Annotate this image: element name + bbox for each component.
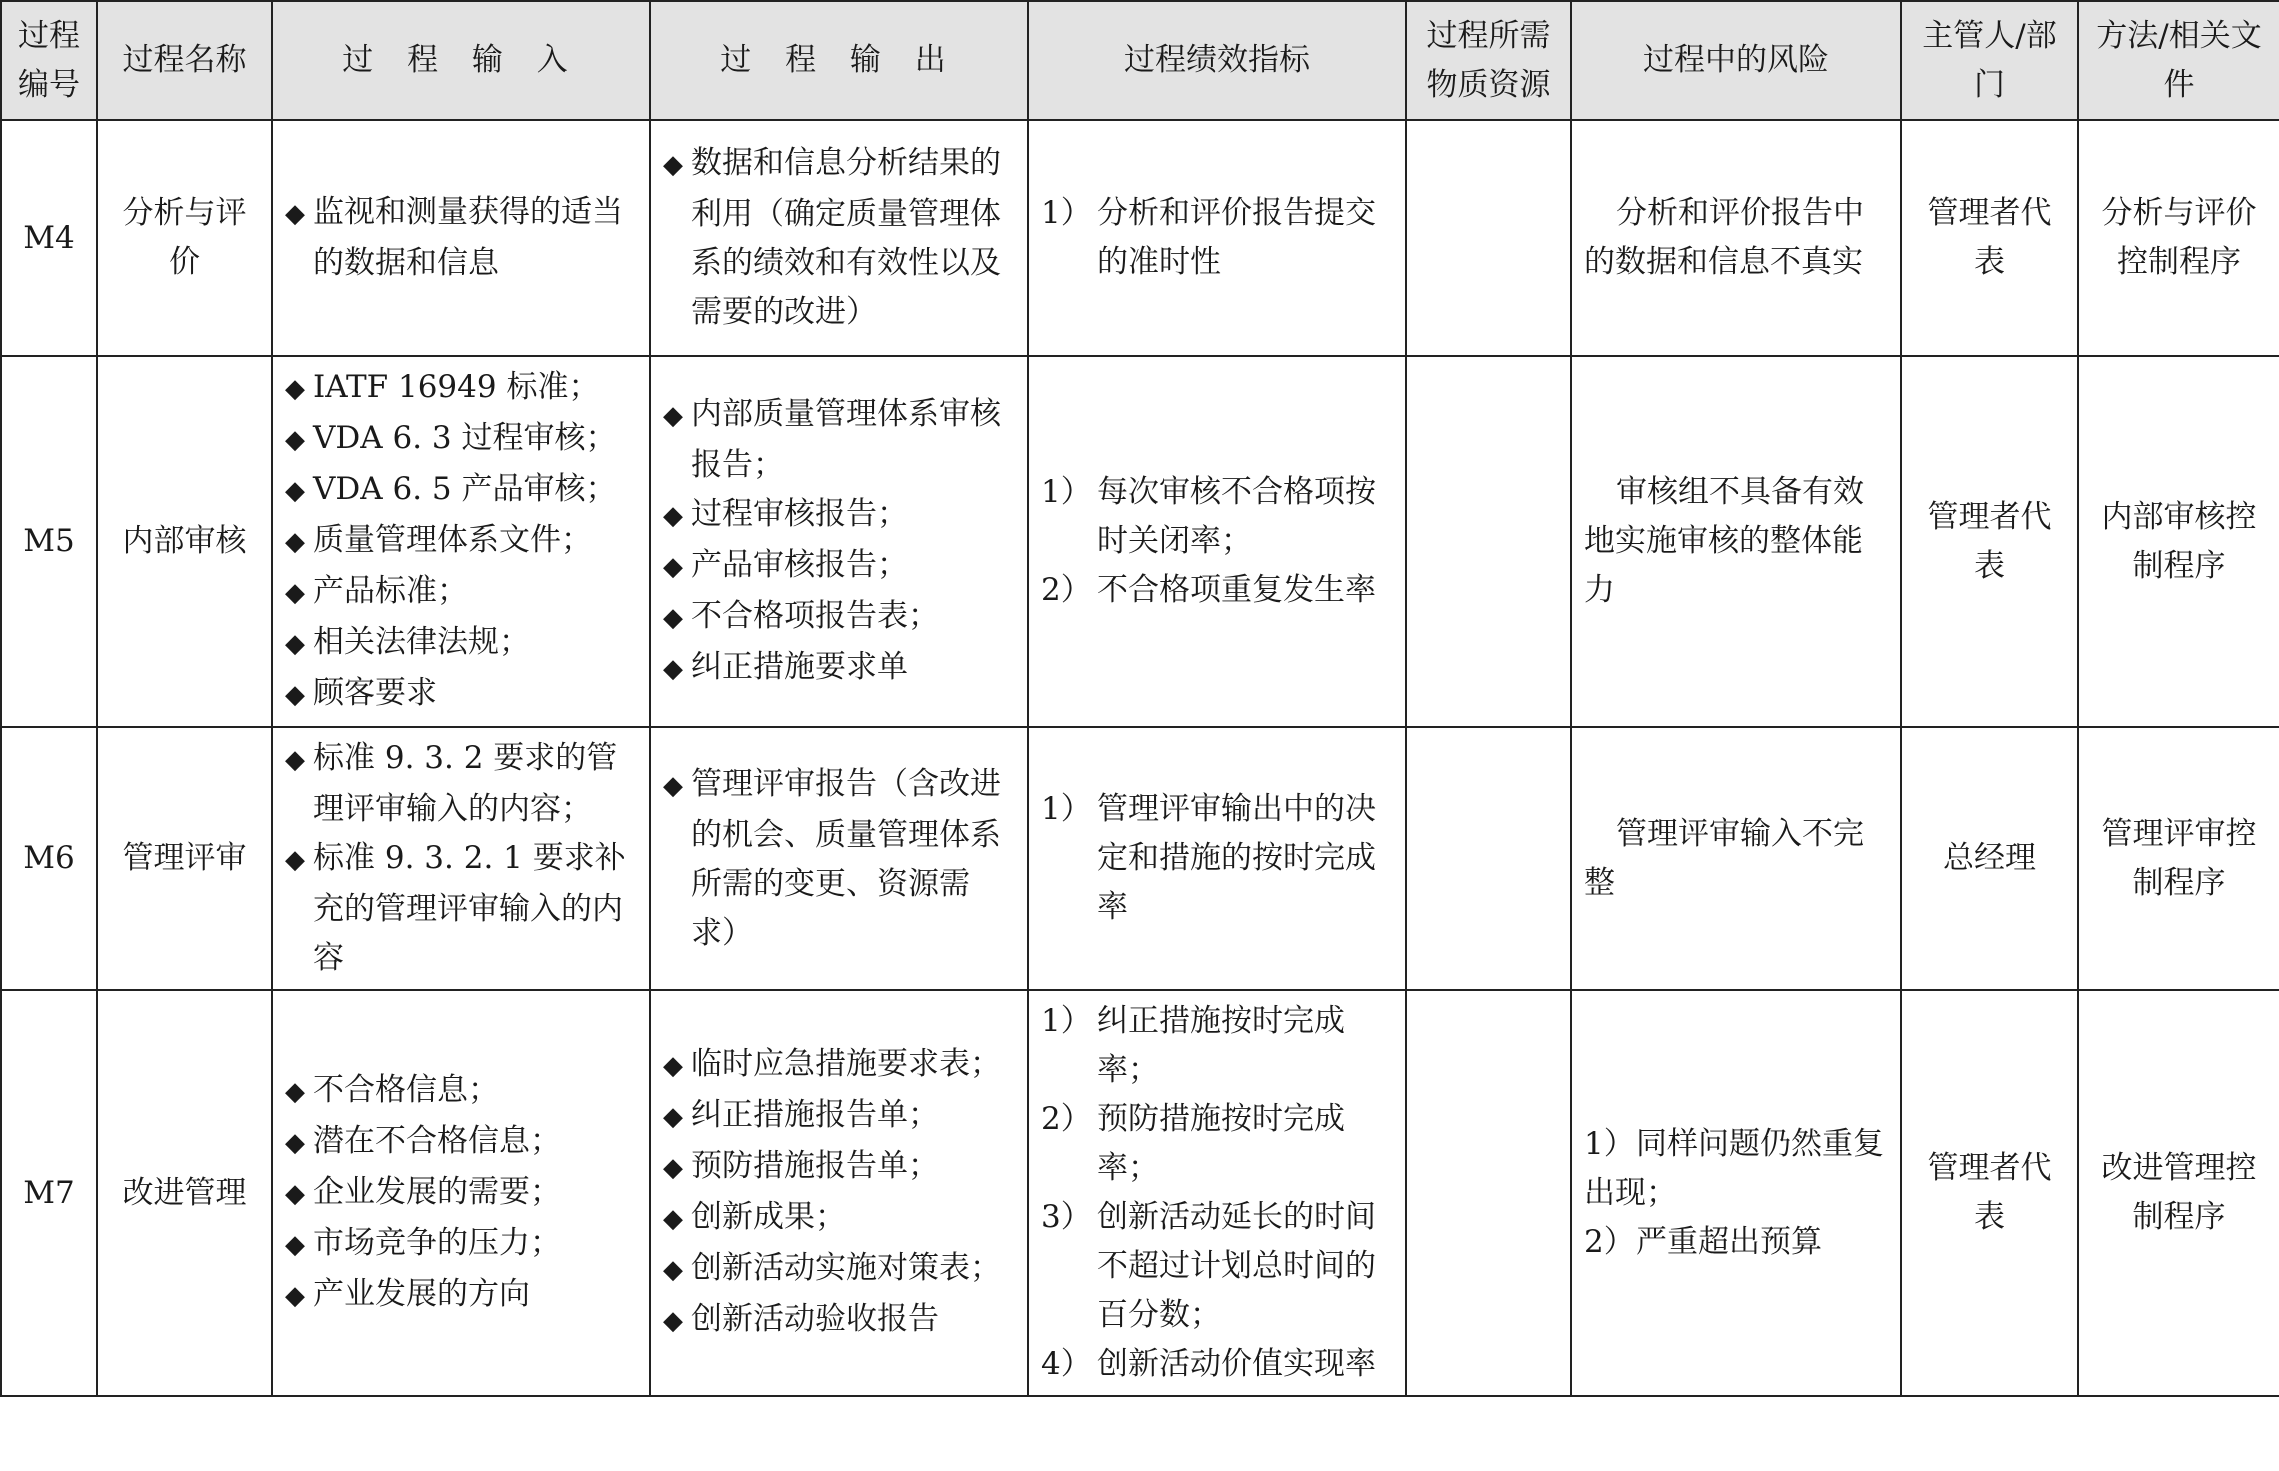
process-id: M6 (1, 727, 97, 990)
process-kpis (1028, 990, 1406, 1396)
process-id: M7 (1, 990, 97, 1396)
header-process-input: 过 程 输 入 (272, 1, 650, 120)
output-item: ◆ 创新活动实施对策表； (663, 1244, 1015, 1295)
input-item: ◆ 相关法律法规； (285, 618, 637, 669)
header-process-id: 过程编号 (1, 1, 97, 120)
process-inputs (272, 120, 650, 356)
process-id: M5 (1, 356, 97, 727)
process-kpis (1028, 356, 1406, 727)
kpi-item: 3） 创新活动延长的时间不超过计划总时间的百分数； (1041, 1199, 1376, 1333)
input-item: ◆ 质量管理体系文件； (285, 516, 637, 567)
output-item: ◆ 创新成果； (663, 1193, 1015, 1244)
process-risk: 审核组不具备有效地实施审核的整体能力 (1571, 356, 1901, 727)
process-docs: 管理评审控制程序 (2078, 727, 2279, 990)
header-process-output: 过 程 输 出 (650, 1, 1028, 120)
header-kpi: 过程绩效指标 (1028, 1, 1406, 120)
output-item: ◆ 预防措施报告单； (663, 1142, 1015, 1193)
output-item: ◆ 产品审核报告； (663, 541, 1015, 592)
output-item: ◆ 数据和信息分析结果的利用（确定质量管理体系的绩效和有效性以及需要的改进） (663, 139, 1015, 337)
output-item: ◆ 管理评审报告（含改进的机会、质量管理体系所需的变更、资源需求） (663, 760, 1015, 958)
process-owner: 管理者代表 (1901, 990, 2078, 1396)
output-item: ◆ 临时应急措施要求表； (663, 1040, 1015, 1091)
kpi-item: 4） 创新活动价值实现率 (1041, 1346, 1376, 1382)
process-name: 内部审核 (97, 356, 272, 727)
process-kpis (1028, 120, 1406, 356)
process-name: 管理评审 (97, 727, 272, 990)
process-owner: 总经理 (1901, 727, 2078, 990)
process-outputs (650, 727, 1028, 990)
table-row (1, 727, 2279, 990)
input-item: ◆ 企业发展的需要； (285, 1168, 637, 1219)
table-row (1, 990, 2279, 1396)
input-item: ◆ VDA 6. 3 过程审核； (285, 414, 637, 465)
input-item: ◆ 标准 9. 3. 2 要求的管理评审输入的内容； (285, 734, 637, 834)
header-process-name: 过程名称 (97, 1, 272, 120)
header-docs: 方法/相关文件 (2078, 1, 2279, 120)
input-item: ◆ 不合格信息； (285, 1066, 637, 1117)
process-inputs (272, 990, 650, 1396)
process-docs: 分析与评价控制程序 (2078, 120, 2279, 356)
input-item: ◆ 潜在不合格信息； (285, 1117, 637, 1168)
output-item: ◆ 内部质量管理体系审核报告； (663, 390, 1015, 490)
process-resources (1406, 120, 1571, 356)
kpi-item: 1） 管理评审输出中的决定和措施的按时完成率 (1041, 791, 1376, 925)
process-resources (1406, 727, 1571, 990)
header-row (1, 1, 2279, 120)
process-risk: 分析和评价报告中的数据和信息不真实 (1571, 120, 1901, 356)
output-item: ◆ 纠正措施要求单 (663, 643, 1015, 694)
table-row (1, 120, 2279, 356)
process-outputs (650, 990, 1028, 1396)
process-owner: 管理者代表 (1901, 356, 2078, 727)
process-risk (1571, 990, 1901, 1396)
process-docs: 内部审核控制程序 (2078, 356, 2279, 727)
input-item: ◆ 产业发展的方向 (285, 1270, 637, 1321)
output-item: ◆ 过程审核报告； (663, 490, 1015, 541)
kpi-item: 2） 预防措施按时完成率； (1041, 1101, 1345, 1186)
input-item: ◆ VDA 6. 5 产品审核； (285, 465, 637, 516)
process-resources (1406, 356, 1571, 727)
process-inputs (272, 356, 650, 727)
table-row (1, 356, 2279, 727)
input-item: ◆ IATF 16949 标准； (285, 363, 637, 414)
process-name: 改进管理 (97, 990, 272, 1396)
process-kpis (1028, 727, 1406, 990)
process-risk: 管理评审输入不完整 (1571, 727, 1901, 990)
output-item: ◆ 纠正措施报告单； (663, 1091, 1015, 1142)
kpi-item: 1） 每次审核不合格项按时关闭率； (1041, 474, 1376, 559)
output-item: ◆ 创新活动验收报告 (663, 1295, 1015, 1346)
risk-item: 2）严重超出预算 (1584, 1223, 1822, 1260)
kpi-item: 2） 不合格项重复发生率 (1041, 572, 1376, 608)
input-item: ◆ 市场竞争的压力； (285, 1219, 637, 1270)
kpi-item: 1） 分析和评价报告提交的准时性 (1041, 195, 1376, 280)
kpi-item: 1） 纠正措施按时完成率； (1041, 1003, 1345, 1088)
risk-item: 1）同样问题仍然重复出现； (1584, 1125, 1884, 1211)
input-item: ◆ 监视和测量获得的适当的数据和信息 (285, 188, 637, 288)
process-docs: 改进管理控制程序 (2078, 990, 2279, 1396)
input-item: ◆ 标准 9. 3. 2. 1 要求补充的管理评审输入的内容 (285, 834, 637, 983)
output-item: ◆ 不合格项报告表； (663, 592, 1015, 643)
process-outputs (650, 120, 1028, 356)
process-resources (1406, 990, 1571, 1396)
process-inputs (272, 727, 650, 990)
header-risk: 过程中的风险 (1571, 1, 1901, 120)
process-outputs (650, 356, 1028, 727)
process-name: 分析与评价 (97, 120, 272, 356)
input-item: ◆ 顾客要求 (285, 669, 637, 720)
input-item: ◆ 产品标准； (285, 567, 637, 618)
header-owner: 主管人/部门 (1901, 1, 2078, 120)
header-resources: 过程所需物质资源 (1406, 1, 1571, 120)
process-owner: 管理者代表 (1901, 120, 2078, 356)
process-id: M4 (1, 120, 97, 356)
